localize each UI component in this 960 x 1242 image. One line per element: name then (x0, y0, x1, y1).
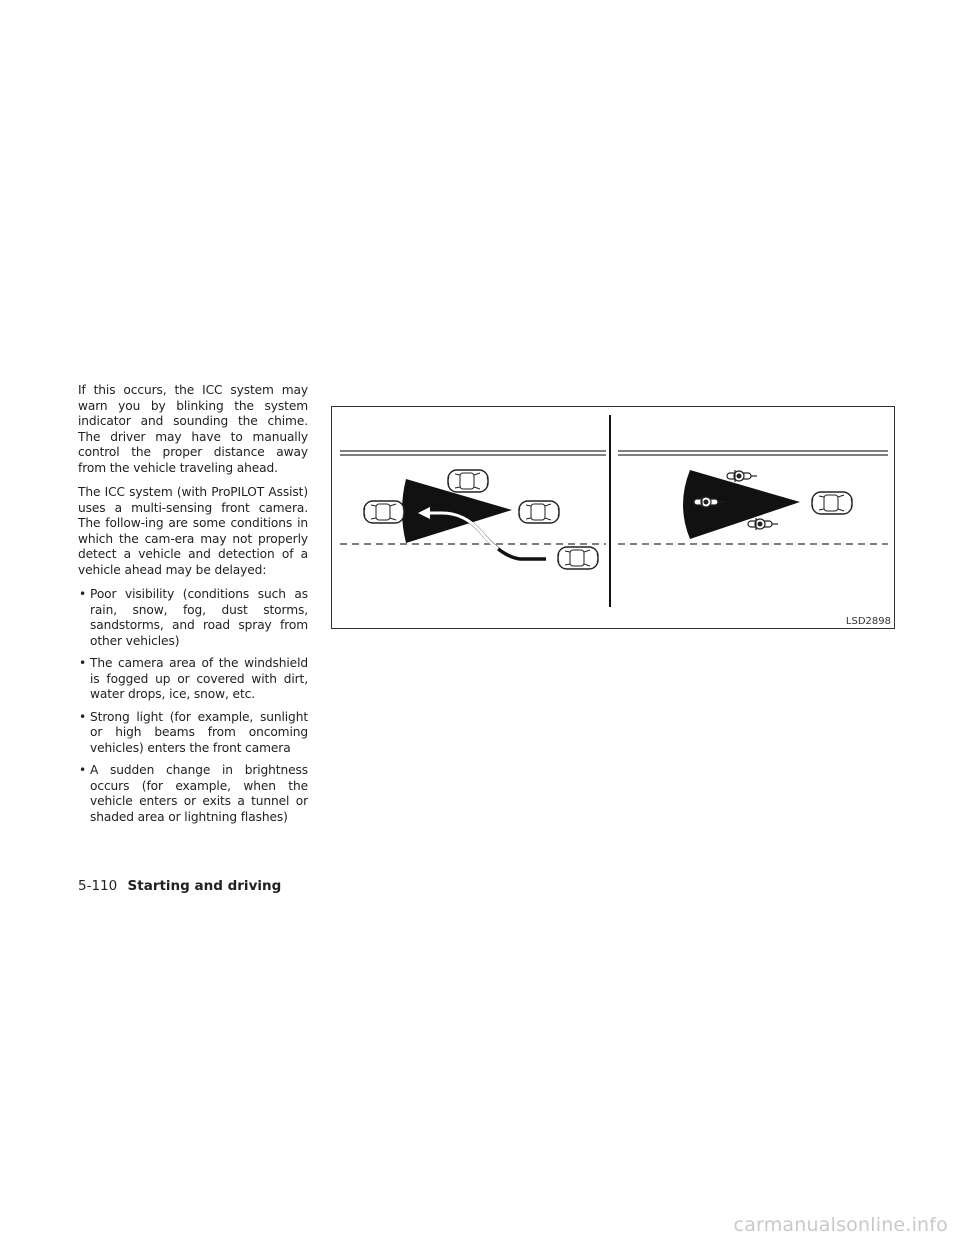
car-icon (812, 492, 852, 514)
list-item: • Poor visibility (conditions such as rain, snow, fog, dust storms, sandstorms, and road spray from other vehicles) (78, 587, 308, 649)
motorcycle-icon (748, 518, 778, 530)
car-icon (448, 470, 488, 492)
car-icon (364, 501, 404, 523)
car-icon (558, 547, 598, 569)
list-item: • A sudden change in brightness occurs (for example, when the vehicle enters or exits a tunnel or shaded area or lightning flashes) (78, 763, 308, 825)
section-title: Starting and driving (127, 878, 282, 894)
illustration-figure (331, 406, 895, 629)
motorcycle-icon (727, 470, 757, 482)
car-icon (519, 501, 559, 523)
list-item: • The camera area of the windshield is fogged up or covered with dirt, water drops, ice, snow, etc. (78, 656, 308, 703)
paragraph-camera: The ICC system (with ProPILOT Assist) uses a multi-sensing front camera. The follow-ing are some conditions in which the cam-era may not properly detect a vehicle and detection of a vehicle ahead may be delayed: (78, 485, 308, 577)
page-footer (78, 878, 281, 894)
body-text-column (78, 383, 308, 832)
figure-code: LSD2898 (845, 616, 891, 627)
watermark: carmanualsonline.info (733, 1214, 948, 1236)
paragraph-warning: If this occurs, the ICC system may warn you by blinking the system indicator and sounding the chime. The driver may have to manually control the proper distance away from the vehicle traveling ahead. (78, 383, 308, 475)
condition-list (78, 587, 308, 825)
page-number: 5-110 (78, 878, 118, 894)
list-item: • Strong light (for example, sunlight or high beams from oncoming vehicles) enters the front camera (78, 710, 308, 757)
road-illustration (332, 407, 896, 630)
